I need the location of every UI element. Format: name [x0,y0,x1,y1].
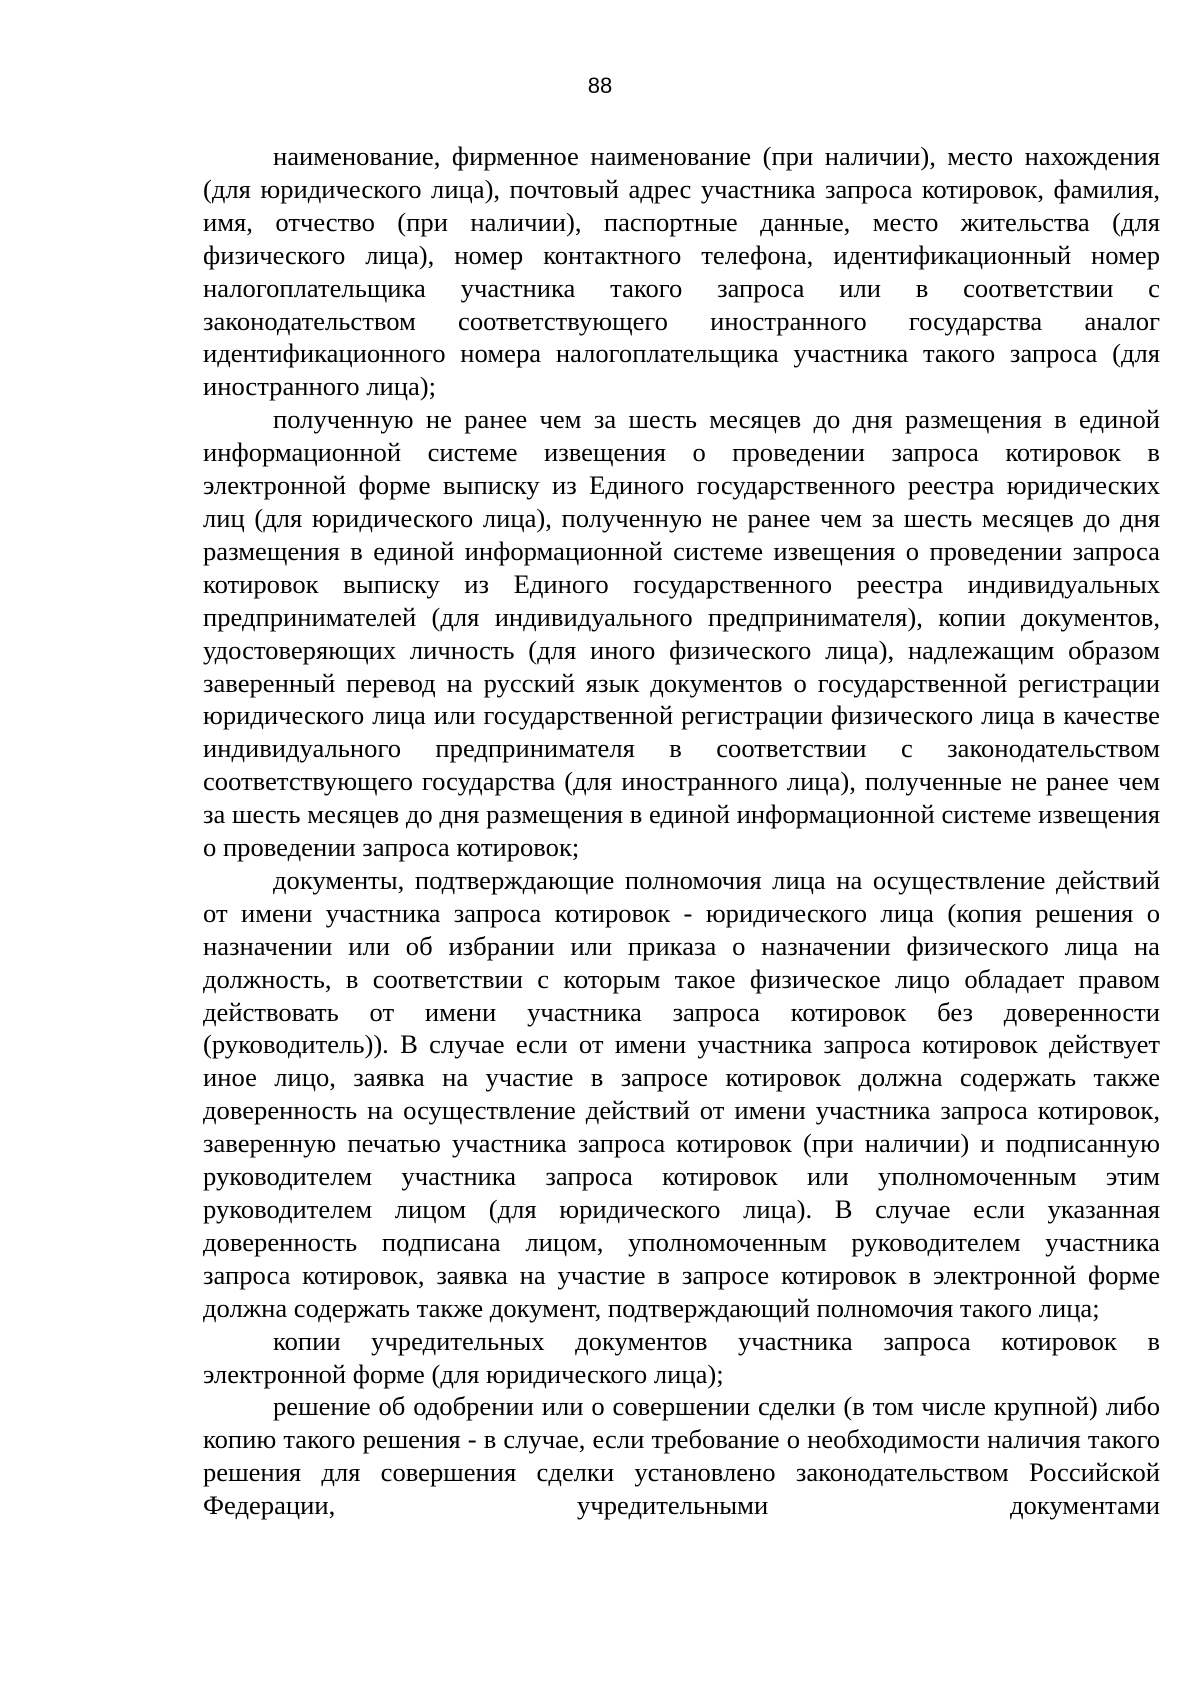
document-body [203,140,1160,1522]
page-number: 88 [587,73,613,98]
paragraph-transaction-approval: решение об одобрении или о совершении сделки (в том числе крупной) либо копию такого решения - в случае, если требование о необходимости наличия такого решения для совершения сделки установлено законодательством Российской Федерации, учредительными документами [203,1391,1160,1521]
paragraph-registry-extract: полученную не ранее чем за шесть месяцев до дня размещения в единой информационной системе извещения о проведении запроса котировок в электронной форме выписку из Единого государственного реестра юридических лиц (для юридического лица), полученную не ранее чем за шесть месяцев до дня размещения в единой информационной системе извещения о проведении запроса котировок выписку из Единого государственного реестра индивидуальных предпринимателей (для индивидуального предпринимателя), копии документов, удостоверяющих личность (для иного физического лица), надлежащим образом заверенный перевод на русский язык документов о государственной регистрации юридического лица или государственной регистрации физического лица в качестве индивидуального предпринимателя в соответствии с законодательством соответствующего государства (для иностранного лица), полученные не ранее чем за шесть месяцев до дня размещения в единой информационной системе извещения о проведении запроса котировок; [203,404,1160,863]
paragraph-authority-documents: документы, подтверждающие полномочия лица на осуществление действий от имени участника запроса котировок - юридического лица (копия решения о назначении или об избрании или приказа о назначении физического лица на должность, в соответствии с которым такое физическое лицо обладает правом действовать от имени участника запроса котировок без доверенности (руководитель)). В случае если от имени участника запроса котировок действует иное лицо, заявка на участие в запросе котировок должна содержать также доверенность на осуществление действий от имени участника запроса котировок, заверенную печатью участника запроса котировок (при наличии) и подписанную руководителем участника запроса котировок или уполномоченным этим руководителем лицом (для юридического лица). В случае если указанная доверенность подписана лицом, уполномоченным руководителем участника запроса котировок, заявка на участие в запросе котировок в электронной форме должна содержать также документ, подтверждающий полномочия такого лица; [203,864,1160,1323]
paragraph-founding-documents: копии учредительных документов участника запроса котировок в электронной форме (для юридического лица); [203,1325,1160,1389]
paragraph-participant-details: наименование, фирменное наименование (при наличии), место нахождения (для юридического лица), почтовый адрес участника запроса котировок, фамилия, имя, отчество (при наличии), паспортные данные, место жительства (для физического лица), номер контактного телефона, идентификационный номер налогоплательщика участника такого запроса или в соответствии с законодательством соответствующего иностранного государства аналог идентификационного номера налогоплательщика участника такого запроса (для иностранного лица); [203,141,1160,402]
